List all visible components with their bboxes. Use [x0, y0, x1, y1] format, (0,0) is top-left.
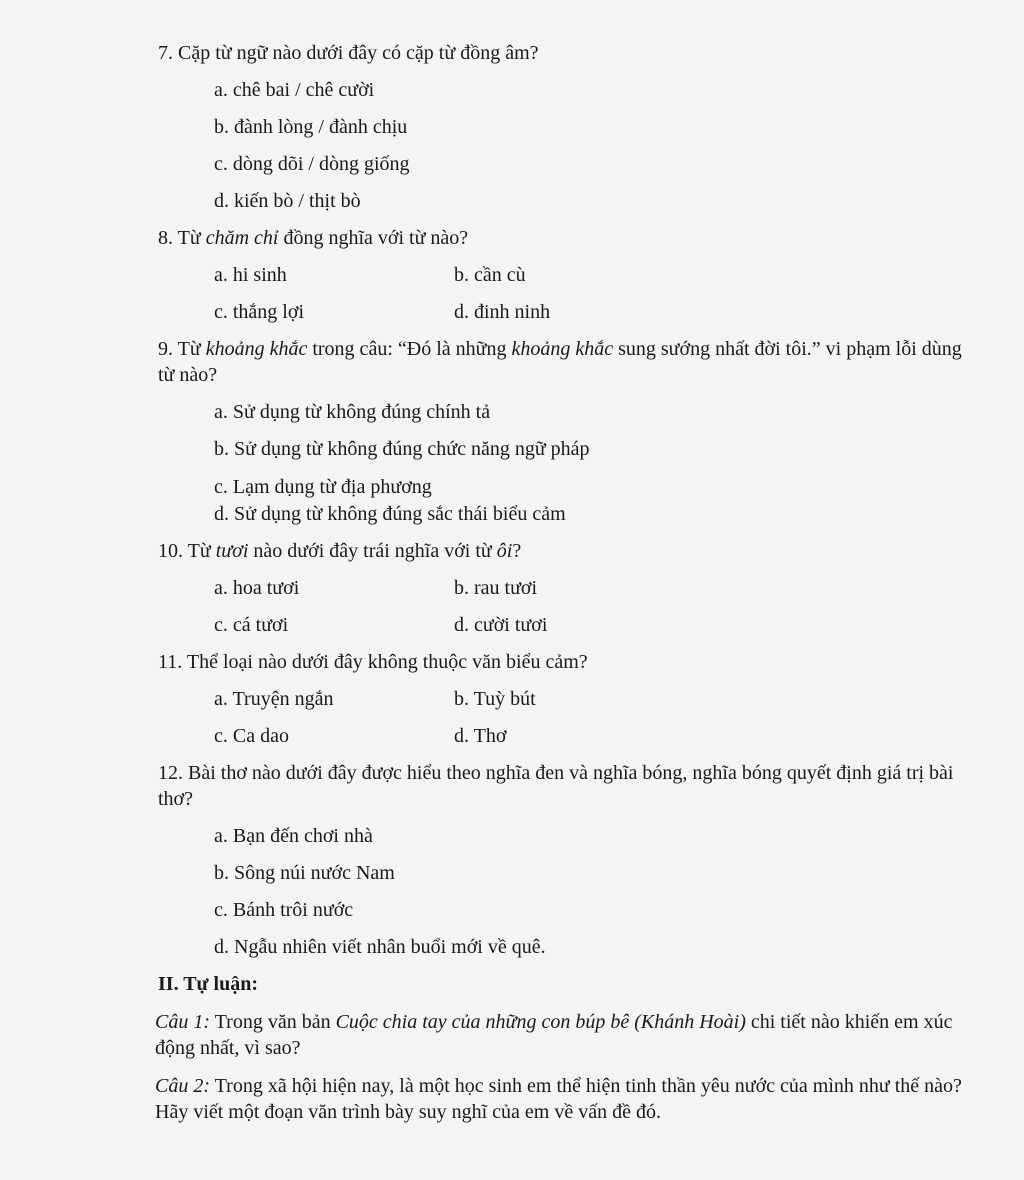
q12-option-c: c. Bánh trôi nước [214, 899, 354, 921]
q9-term-2: khoảng khắc [511, 338, 614, 360]
q11-option-c: c. Ca dao [214, 725, 289, 747]
essay1-text-1: Trong văn bản [210, 1011, 336, 1033]
q12-option-d: d. Ngẫu nhiên viết nhân buổi mới về quê. [214, 936, 546, 958]
q10-option-a: a. hoa tươi [214, 577, 300, 599]
q7-option-d: d. kiến bò / thịt bò [214, 190, 361, 212]
q8-option-c: c. thắng lợi [214, 301, 304, 323]
q10-text-2: nào dưới đây trái nghĩa với từ [248, 540, 497, 562]
question-11: 11. Thể loại nào dưới đây không thuộc văn biểu cảm? [158, 651, 588, 673]
question-12: 12. Bài thơ nào dưới đây được hiểu theo nghĩa đen và nghĩa bóng, nghĩa bóng quyết định giá trị bài thơ? [158, 762, 954, 810]
question-8 [158, 225, 468, 251]
q9-term-1: khoảng khắc [205, 338, 308, 360]
q8-option-b: b. cần cù [454, 264, 526, 286]
q8-option-d: d. đinh ninh [454, 301, 551, 323]
q9-option-d: d. Sử dụng từ không đúng sắc thái biểu cảm [214, 503, 566, 525]
section-heading-essay: II. Tự luận: [158, 973, 259, 995]
q10-text-1: 10. Từ [158, 540, 216, 562]
q8-text-prefix: 8. Từ [158, 227, 206, 249]
q8-text-suffix: đồng nghĩa với từ nào? [278, 227, 469, 249]
q10-term-1: tươi [215, 540, 249, 562]
question-10 [158, 538, 521, 564]
essay1-work-title: Cuộc chia tay của những con búp bê (Khánh Hoài) [335, 1011, 746, 1033]
q11-option-d: d. Thơ [454, 725, 507, 747]
q11-option-a: a. Truyện ngắn [214, 688, 334, 710]
q9-text-2: trong câu: “Đó là những [307, 338, 512, 360]
essay1-label: Câu 1: [155, 1011, 210, 1033]
question-7: 7. Cặp từ ngữ nào dưới đây có cặp từ đồng âm? [158, 42, 539, 64]
q8-option-a: a. hi sinh [214, 264, 287, 286]
q8-term: chăm chỉ [205, 227, 279, 249]
q9-text-3: sung sướng nhất đời tôi.” vi phạm lỗi dùng từ nào? [158, 338, 962, 386]
essay2-text: Trong xã hội hiện nay, là một học sinh em thể hiện tinh thần yêu nước của mình như thế nào? Hãy viết một đoạn văn trình bày suy nghĩ của em về vấn đề đó. [155, 1075, 962, 1123]
q10-option-b: b. rau tươi [454, 577, 538, 599]
essay1-text-2: chi tiết nào khiến em xúc động nhất, vì sao? [155, 1011, 953, 1059]
q7-option-c: c. dòng dõi / dòng giống [214, 153, 410, 175]
q11-option-b: b. Tuỳ bút [454, 688, 536, 710]
q7-option-a: a. chê bai / chê cười [214, 79, 375, 101]
q10-option-c: c. cá tươi [214, 614, 289, 636]
q9-option-b: b. Sử dụng từ không đúng chức năng ngữ pháp [214, 438, 590, 460]
essay2-label: Câu 2: [155, 1075, 210, 1097]
q10-option-d: d. cười tươi [454, 614, 548, 636]
q12-option-b: b. Sông núi nước Nam [214, 862, 395, 884]
question-9 [158, 336, 968, 388]
q9-option-c: c. Lạm dụng từ địa phương [214, 476, 432, 498]
q10-term-2: ôi [496, 540, 513, 562]
q7-option-b: b. đành lòng / đành chịu [214, 116, 408, 138]
q10-text-3: ? [512, 540, 522, 562]
essay-question-2 [155, 1073, 965, 1125]
q9-option-a: a. Sử dụng từ không đúng chính tả [214, 401, 491, 423]
essay-question-1 [155, 1009, 965, 1061]
q12-option-a: a. Bạn đến chơi nhà [214, 825, 373, 847]
q9-text-1: 9. Từ [158, 338, 206, 360]
